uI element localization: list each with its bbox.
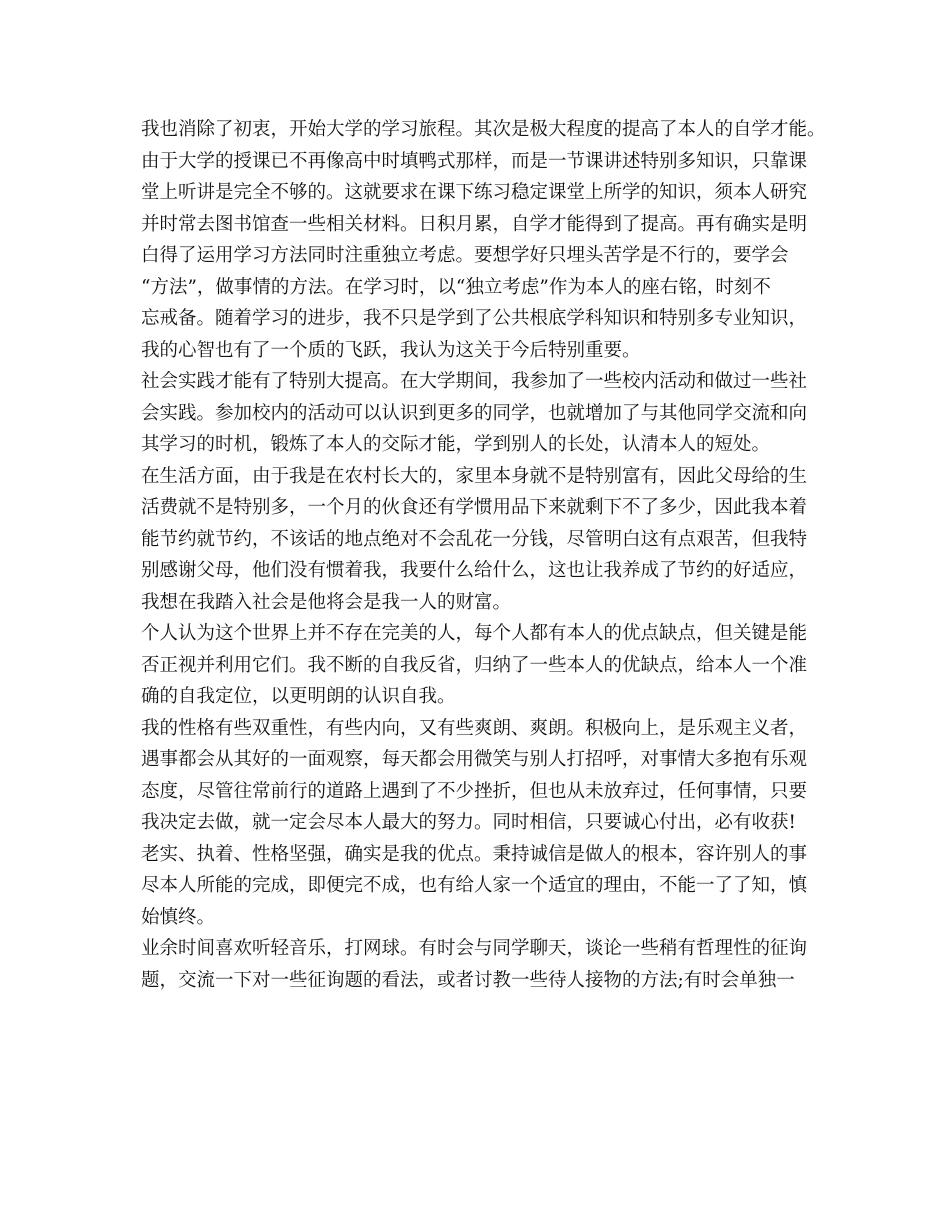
text-line: 能节约就节约，不该话的地点绝对不会乱花一分钱，尽管明白这有点艰苦，但我特: [141, 528, 808, 550]
text-line: 题，交流一下对一些征询题的看法，或者讨教一些待人接物的方法;有时会单独一: [141, 969, 795, 991]
text-line: 活费就不是特别多，一个月的伙食还有学惯用品下来就剩下不了多少，因此我本着: [141, 497, 808, 518]
text-line: 我也消除了初衷，开始大学的学习旅程。其次是极大程度的提高了本人的自学才能。: [141, 119, 826, 140]
text-line: 确的自我定位，以更明朗的认识自我。: [141, 686, 456, 707]
text-line: 其学习的时机，锻炼了本人的交际才能，学到别人的长处，认清本人的短处。: [141, 434, 771, 455]
text-line: 我的性格有些双重性，有些内向，又有些爽朗、爽朗。积极向上，是乐观主义者，: [141, 717, 808, 739]
text-line: 我想在我踏入社会是他将会是我一人的财富。: [141, 591, 512, 613]
text-line: 态度，尽管往常前行的道路上遇到了不少挫折，但也从未放弃过，任何事情，只要: [141, 780, 808, 802]
text-line: 否正视并利用它们。我不断的自我反省，归纳了一些本人的优缺点，给本人一个准: [141, 654, 808, 676]
text-line: 在生活方面，由于我是在农村长大的，家里本身就不是特别富有，因此父母给的生: [141, 465, 808, 487]
text-line: 业余时间喜欢听轻音乐，打网球。有时会与同学聊天，谈论一些稍有哲理性的征询: [141, 938, 808, 959]
text-line: 会实践。参加校内的活动可以认识到更多的同学，也就增加了与其他同学交流和向: [141, 402, 808, 424]
text-line: 忘戒备。随着学习的进步，我不只是学到了公共根底学科知识和特别多专业知识，: [141, 308, 808, 329]
text-line: 社会实践才能有了特别大提高。在大学期间，我参加了一些校内活动和做过一些社: [141, 371, 808, 392]
text-line: 尽本人所能的完成，即便完不成，也有给人家一个适宜的理由，不能一了了知，慎: [141, 875, 808, 896]
text-line: 我决定去做，就一定会尽本人最大的努力。同时相信，只要诚心付出，必有收获!: [141, 812, 796, 833]
text-line: 遇事都会从其好的一面观察，每天都会用微笑与别人打招呼，对事情大多抱有乐观: [141, 749, 808, 770]
text-line: 老实、执着、性格坚强，确实是我的优点。秉持诚信是做人的根本，容许别人的事: [141, 843, 808, 865]
document-body: [141, 114, 841, 996]
text-line: “方法”，做事情的方法。在学习时，以“独立考虑”作为本人的座右铭，时刻不: [141, 276, 771, 298]
text-line: 并时常去图书馆查一些相关材料。日积月累，自学才能得到了提高。再有确实是明: [141, 213, 808, 235]
text-line: 堂上听讲是完全不够的。这就要求在课下练习稳定课堂上所学的知识，须本人研究: [141, 182, 808, 203]
text-line: 由于大学的授课已不再像高中时填鸭式那样，而是一节课讲述特别多知识，只靠课: [141, 150, 808, 172]
text-line: 我的心智也有了一个质的飞跃，我认为这关于今后特别重要。: [141, 339, 641, 361]
text-line: 别感谢父母，他们没有惯着我，我要什么给什么，这也让我养成了节约的好适应，: [141, 560, 808, 581]
text-line: 个人认为这个世界上并不存在完美的人，每个人都有本人的优点缺点，但关键是能: [141, 623, 808, 644]
text-line: 白得了运用学习方法同时注重独立考虑。要想学好只埋头苦学是不行的，要学会: [141, 245, 789, 266]
text-line: 始慎终。: [141, 906, 216, 928]
